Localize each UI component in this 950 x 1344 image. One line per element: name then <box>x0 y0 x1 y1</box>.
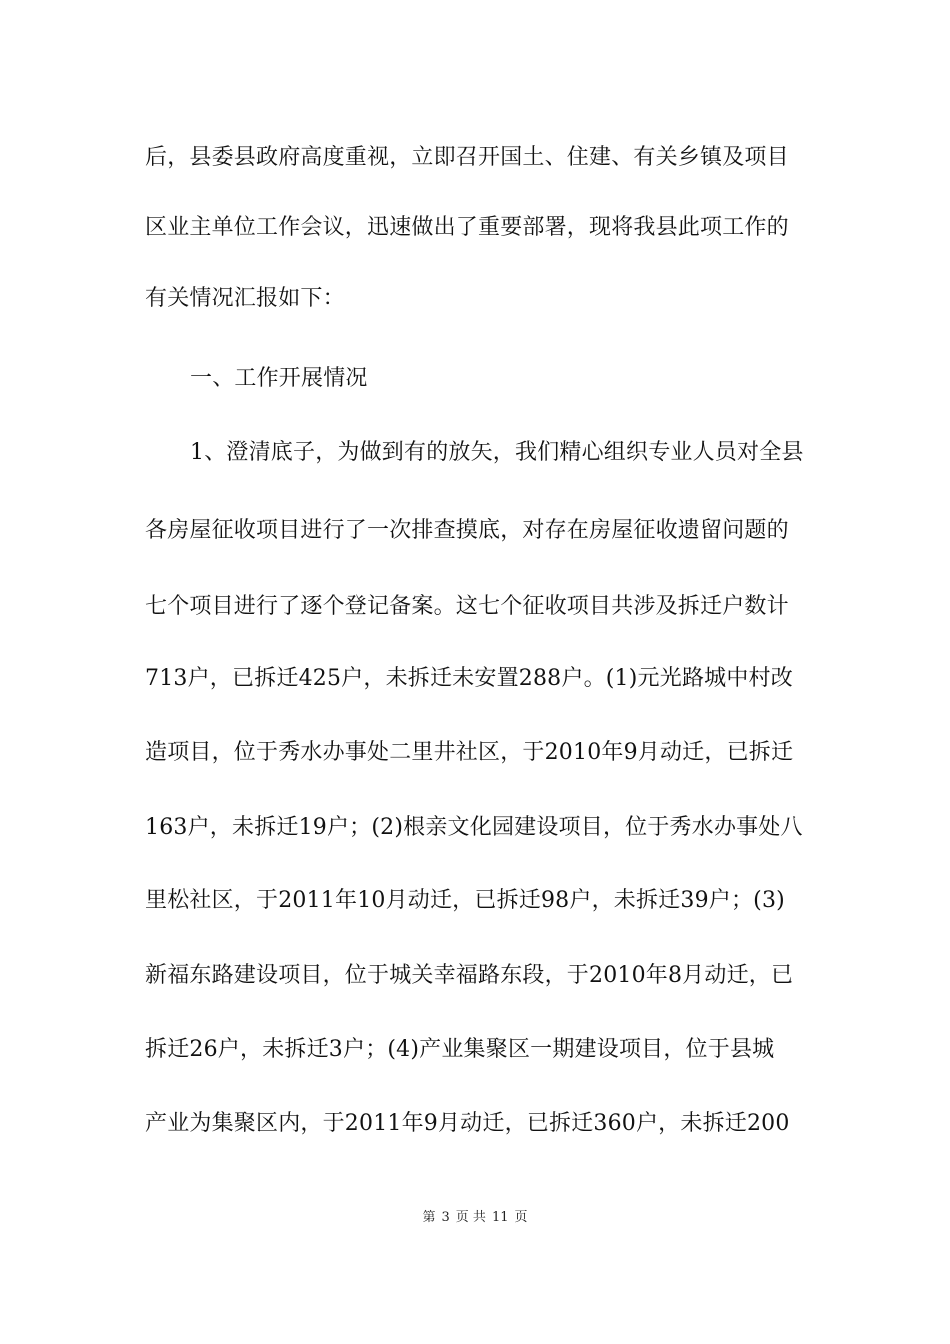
paragraph-line: 713户，已拆迁425户，未拆迁未安置288户。(1)元光路城中村改 <box>145 666 793 691</box>
page-label-mid: 页 共 <box>455 1210 486 1225</box>
page-label-suffix: 页 <box>514 1210 528 1225</box>
current-page-number: 3 <box>441 1210 450 1225</box>
paragraph-line: 1、澄清底子，为做到有的放矢，我们精心组织专业人员对全县 <box>190 440 804 465</box>
paragraph-line: 造项目，位于秀水办事处二里井社区，于2010年9月动迁，已拆迁 <box>145 740 794 765</box>
paragraph-line: 拆迁26户，未拆迁3户；(4)产业集聚区一期建设项目，位于县城 <box>145 1037 775 1062</box>
paragraph-line: 产业为集聚区内，于2011年9月动迁，已拆迁360户，未拆迁200 <box>145 1111 790 1136</box>
paragraph-line: 新福东路建设项目，位于城关幸福路东段，于2010年8月动迁，已 <box>145 963 794 988</box>
section-heading: 一、工作开展情况 <box>190 366 368 391</box>
total-pages-number: 11 <box>491 1210 509 1225</box>
paragraph-line: 后，县委县政府高度重视，立即召开国土、住建、有关乡镇及项目 <box>145 145 789 170</box>
paragraph-line: 163户，未拆迁19户；(2)根亲文化园建设项目，位于秀水办事处八 <box>145 815 803 840</box>
page-label-prefix: 第 <box>422 1210 436 1225</box>
paragraph-line: 有关情况汇报如下： <box>145 286 345 311</box>
paragraph-line: 七个项目进行了逐个登记备案。这七个征收项目共涉及拆迁户数计 <box>145 594 789 619</box>
page-number-footer <box>0 1209 950 1227</box>
paragraph-line: 里松社区，于2011年10月动迁，已拆迁98户，未拆迁39户；(3) <box>145 888 785 913</box>
paragraph-line: 各房屋征收项目进行了一次排查摸底，对存在房屋征收遗留问题的 <box>145 518 789 543</box>
paragraph-line: 区业主单位工作会议，迅速做出了重要部署，现将我县此项工作的 <box>145 215 789 240</box>
